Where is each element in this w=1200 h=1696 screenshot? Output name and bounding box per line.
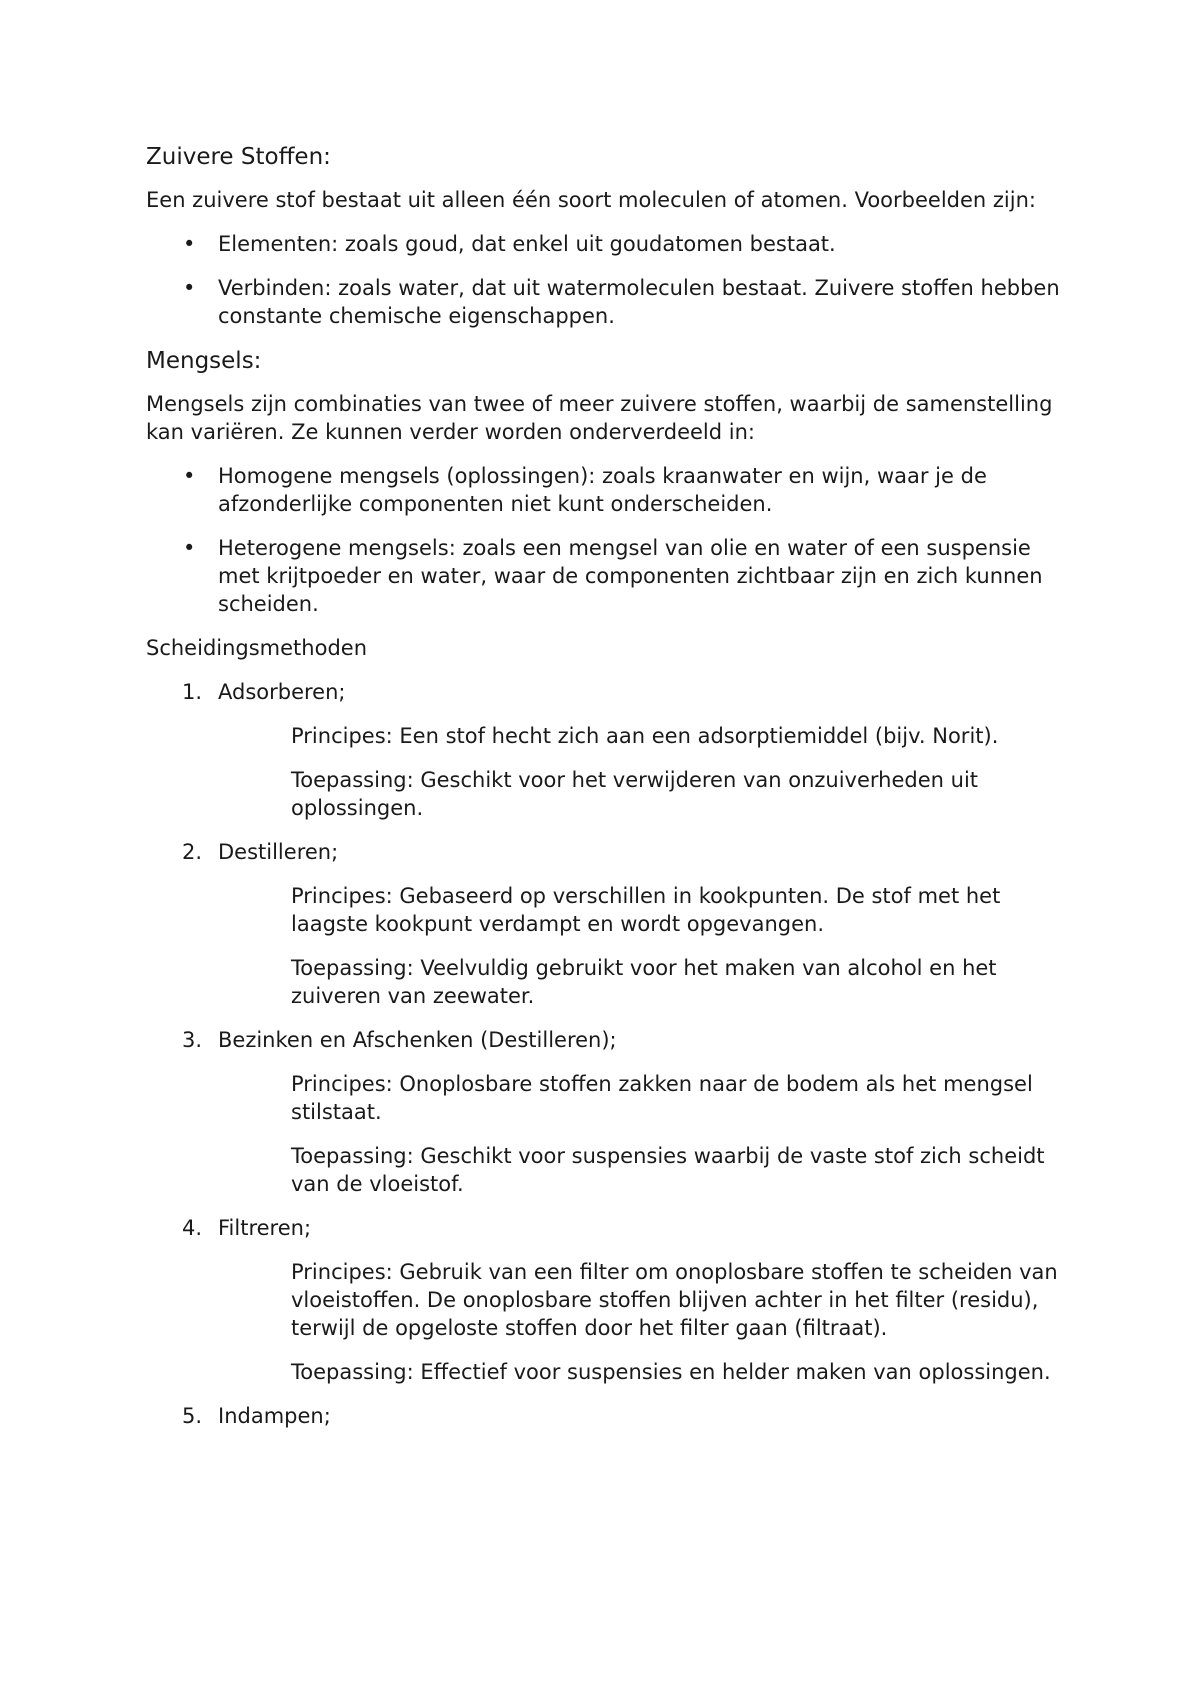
method-principle: Principes: Gebruik van een filter om onoplosbare stoffen te scheiden van vloeistoffen. De onoplosbare stoffen blijven achter in het filter (residu), terwijl de opgeloste stoffen door het filter gaan (filtraat). — [291, 1260, 1058, 1340]
bullet-icon: • — [183, 464, 196, 488]
bullet-icon: • — [183, 276, 196, 300]
method-title — [146, 1026, 1066, 1054]
method-application: Toepassing: Effectief voor suspensies en helder maken van oplossingen. — [291, 1360, 1051, 1384]
method-number: 2. — [182, 840, 203, 864]
method-number: 5. — [182, 1404, 203, 1428]
pure-substances-intro: Een zuivere stof bestaat uit alleen één soort moleculen of atomen. Voorbeelden zijn: — [146, 188, 1036, 212]
method-application: Toepassing: Geschikt voor suspensies waarbij de vaste stof zich scheidt van de vloeistof. — [291, 1144, 1045, 1196]
method-title — [146, 678, 1066, 706]
document-content — [146, 142, 1066, 1446]
list-item-text: Verbinden: zoals water, dat uit watermoleculen bestaat. Zuivere stoffen hebben constante chemische eigenschappen. — [218, 276, 1060, 328]
method-title — [146, 1214, 1066, 1242]
list-item-text: Elementen: zoals goud, dat enkel uit goudatomen bestaat. — [218, 232, 836, 256]
method-title-text: Adsorberen; — [218, 680, 346, 704]
heading-separation-methods: Scheidingsmethoden — [146, 636, 368, 660]
method-item — [146, 1214, 1066, 1386]
list-item — [146, 534, 1066, 618]
separation-methods-list — [146, 678, 1066, 1430]
method-title — [146, 838, 1066, 866]
method-title — [146, 1402, 1066, 1430]
heading-mixtures: Mengsels: — [146, 348, 262, 374]
list-item — [146, 230, 1066, 258]
list-item-text: Homogene mengsels (oplossingen): zoals kraanwater en wijn, waar je de afzonderlijke componenten niet kunt onderscheiden. — [218, 464, 987, 516]
method-application: Toepassing: Geschikt voor het verwijderen van onzuiverheden uit oplossingen. — [291, 768, 979, 820]
method-item — [146, 1402, 1066, 1430]
mixtures-intro: Mengsels zijn combinaties van twee of meer zuivere stoffen, waarbij de samenstelling kan variëren. Ze kunnen verder worden onderverdeeld in: — [146, 392, 1053, 444]
method-item — [146, 838, 1066, 1010]
method-title-text: Bezinken en Afschenken (Destilleren); — [218, 1028, 617, 1052]
method-principle: Principes: Onoplosbare stoffen zakken naar de bodem als het mengsel stilstaat. — [291, 1072, 1033, 1124]
pure-substances-list — [146, 230, 1066, 330]
list-item — [146, 462, 1066, 518]
bullet-icon: • — [183, 536, 196, 560]
method-item — [146, 678, 1066, 822]
method-title-text: Filtreren; — [218, 1216, 312, 1240]
mixtures-list — [146, 462, 1066, 618]
method-application: Toepassing: Veelvuldig gebruikt voor het maken van alcohol en het zuiveren van zeewater. — [291, 956, 997, 1008]
bullet-icon: • — [183, 232, 196, 256]
method-principle: Principes: Een stof hecht zich aan een adsorptiemiddel (bijv. Norit). — [291, 724, 999, 748]
method-number: 3. — [182, 1028, 203, 1052]
list-item-text: Heterogene mengsels: zoals een mengsel van olie en water of een suspensie met krijtpoeder en water, waar de componenten zichtbaar zijn en zich kunnen scheiden. — [218, 536, 1043, 616]
list-item — [146, 274, 1066, 330]
method-number: 4. — [182, 1216, 203, 1240]
heading-pure-substances: Zuivere Stoffen: — [146, 144, 331, 170]
method-title-text: Destilleren; — [218, 840, 339, 864]
method-title-text: Indampen; — [218, 1404, 331, 1428]
method-number: 1. — [182, 680, 203, 704]
method-item — [146, 1026, 1066, 1198]
method-principle: Principes: Gebaseerd op verschillen in kookpunten. De stof met het laagste kookpunt verdampt en wordt opgevangen. — [291, 884, 1001, 936]
